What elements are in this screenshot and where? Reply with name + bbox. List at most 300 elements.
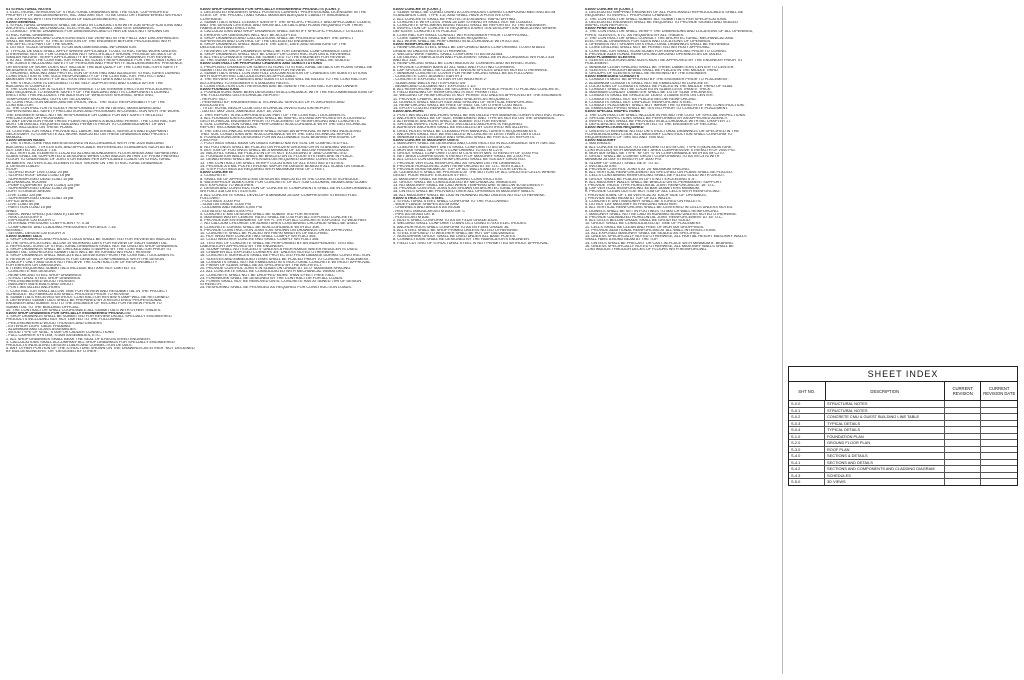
note-text: 3. ALTERNATE ANCHORS SHALL BE SUBMITTED FOR REVIEW. <box>393 120 507 123</box>
sheet-index-header <box>789 382 1017 401</box>
section-heading-text: 01000 EMBEDDED CONDUITS <box>585 75 640 79</box>
note-text: SUBMITTAL TO THE BUILDING OFFICIAL. <box>6 305 80 309</box>
note-text: 13. TESTING OF CONCRETE SHALL BE PERFORMED BY AN INDEPENDENT TESTING <box>200 241 354 245</box>
note-text: ELECTRICAL DRAWINGS FOR SIZES AND LOCATIONS OF OPENINGS. <box>585 40 712 43</box>
note-text: 1. SHOP DRAWINGS SHALL BE SUBMITTED FOR REVIEW ON ALL SPECIALLY ENGINEERED <box>6 315 172 319</box>
note-text: - WOOD TYPE OF SEAL, STAIR OR LADDER CONNECTIONS <box>6 331 114 335</box>
note-text: 13. NO MASONRY SHALL BE LAID WHEN TEMPERATURE IS BELOW 40 DEGREES F. <box>393 184 545 187</box>
sheet-description: SECTIONS AND COMPONENTS AND CLADDING DIAGRAM <box>825 466 945 472</box>
note-text: PROPERTY OF BUILDENGINEERS, INC. AND ARE NOT TO BE USED OR TRANSFERRED WITHOUT <box>6 14 183 18</box>
note-text: 3. CALCULATIONS SHALL ACCOMPANY ALL SHOP DRAWINGS FOR SPECIALLY ENGINEERED <box>6 340 175 344</box>
sheet-number: S-0.0 <box>789 401 825 407</box>
note-text: 18. CONDUITS SHALL NOT BE EMBEDDED IN STRUCTURAL CONCRETE WITHOUT APPROVAL. <box>200 260 372 264</box>
note-text: 6. PROVIDE AIR ENTRAINMENT OF 5% +/- 1% FOR ALL CONCRETE EXPOSED TO WEATHER. <box>200 219 368 223</box>
note-text: 12. COLD WEATHER CONCRETING SHALL COMPLY WITH ACI 306. <box>200 238 320 242</box>
note-text: 5. MAXIMUM WATER CEMENT RATIO SHALL BE 0.45 FOR ALL EXPOSED CONCRETE. <box>200 216 354 219</box>
note-text: 11. FOUNDATION WALLS SHALL BE BRACED UNTIL FLOOR SYSTEMS ARE IN PLACE. <box>200 155 354 159</box>
note-text: d. GROUT SHALL BE PLACED IN LIFTS NOT EXCEEDING 5'-4". <box>585 177 697 181</box>
note-text: - EXPOSURE CATEGORY C <box>6 219 56 223</box>
sheet-divider <box>782 6 783 674</box>
sheet-number: S-0.4 <box>789 427 825 433</box>
note-text: 4. CONDUIT SHALL NOT BE LOCATED IN SLABS LESS THAN 5" THICK. <box>585 88 712 91</box>
note-text: b. ALL VERTICAL REINFORCEMENT AS SPECIFIED ON PLANS SHALL BE PLACED. <box>585 171 733 175</box>
note-line <box>200 286 392 289</box>
sheet-description: SCHEDULES <box>825 473 945 479</box>
note-text: THE JOBSITE INCLUDING SAFETY OF PERSONS AND PROPERTY. BUILDENGINEERS' PRESENCE <box>6 62 183 66</box>
note-text: 1. SLEEVE LOCATIONS AND SIZES MUST BE APPROVED BY THE ENGINEER PRIOR TO <box>585 59 743 63</box>
header-description: DESCRIPTION <box>826 382 945 400</box>
note-text: 7. FOOTINGS SHALL BEAR ON UNDISTURBED NATIVE SOIL OR COMPACTED FILL. <box>200 142 350 146</box>
note-text: 1. REINFORCING STEEL SHALL BE DEFORMED BARS CONFORMING TO ASTM A615 <box>393 46 545 50</box>
note-text: FOLLOWS: <box>200 196 220 200</box>
sheet-description: TYPICAL DETAILS <box>825 427 945 433</box>
note-text: b. WATERPROOF ADMIXTURE FOR CONCRETE OF BOTTOM COLUMNS, BEAMS AND SLABS <box>200 180 367 184</box>
sheet-description: ROOF PLAN <box>825 447 945 453</box>
note-text: 9. DEFERRED SUBMITTALS SHALL BE PREPARED BY A REGISTERED PROFESSIONAL <box>6 299 162 303</box>
note-text: 10. GROUT SHALL BE CONSOLIDATED AT TIME OF PLACEMENT. <box>585 222 702 226</box>
note-text: REQUIRED TO INSPECT PROPOSED CHANGES. <box>585 14 673 18</box>
note-text: 6. FOUNDATIONS ARE DESIGNED FOR AN ALLOWABLE SOIL BEARING PRESSURE OF <box>200 136 356 139</box>
note-text: - PLATES ASTM A36 <box>393 216 429 219</box>
note-text: 4. CONCRETE SPECIMENS BEING FAILED SHALL BE REPORTED TO THE ENGINEER. <box>393 24 547 27</box>
note-text: 14. PROVIDE A 6 MIL POLYETHYLENE VAPOR RETARDER BENEATH ALL SLABS ON GRADE. <box>200 164 366 168</box>
note-text: 10. WELDING OF REINFORCING IS NOT PERMITTED UNLESS APPROVED BY THE ENGINEER. <box>393 94 563 98</box>
note-text: 3. CONCRETE WITH LESS THAN 28 DAY STRENGTH SHALL NOT BE LOADED. <box>393 20 533 24</box>
note-text: GRADE 60 UNLESS NOTED OTHERWISE. <box>393 49 468 53</box>
note-text: 7. NO CALCIUM CHLORIDE OR ADMIXTURES CONTAINING CHLORIDE SHALL BE USED. <box>200 222 359 226</box>
note-text: 2. ALL SHOP DRAWINGS SHALL BEAR THE SEAL OF A REGISTERED ENGINEER. <box>6 337 151 341</box>
note-text: 16. CONCRETE SURFACES SHALL BE PROTECTED FROM DAMAGE DURING CONSTRUCTION. <box>200 254 372 258</box>
note-text: 2. THE CONTRACTOR SHALL CONSULT THE ARCHITECTURAL, MECHANICAL AND <box>585 36 734 40</box>
sheet-number: S-4.3 <box>789 473 825 479</box>
note-text: - REPORT NO.: <box>200 97 227 101</box>
sheet-revision-date <box>981 434 1017 440</box>
note-text: 9. ALL FIELD CHANGES SHALL BE SUBMITTED TO THE ENGINEER FOR REVIEW. <box>200 56 346 59</box>
note-text: 8. ALL REINFORCING SHALL BE SECURELY TIED IN PLACE PRIOR TO PLACING CONCRETE. <box>393 88 560 91</box>
sheet-revision <box>945 427 981 433</box>
note-text: MANUAL. <box>6 136 23 139</box>
note-text: - SUPERIMPOSED DEAD LOAD 20 psf <box>6 187 74 191</box>
note-text: 8. CONDUITS SHALL NOT DISPLACE REINFORCING STEEL. <box>585 100 693 104</box>
note-text: - CONCRETE MIX DESIGNS <box>6 270 56 274</box>
note-text: - INTERNAL PRESSURE COEFFICIENT +/- 0.18 <box>6 222 90 226</box>
sheet-description: SECTIONS & DETAILS <box>825 453 945 459</box>
note-text: ERECTION. THIS INCLUDES THE ADDITION OF WHATEVER SHORING, SHEETING, <box>6 94 155 98</box>
note-text: 14. SLUMP SHALL NOT EXCEED 4" UNLESS A HIGH RANGE WATER REDUCER IS USED. <box>200 248 359 251</box>
note-text: 7. PROVIDE VERTICAL REINFORCING AS SHOWN ON THE DRAWINGS. <box>393 161 522 165</box>
note-text: STATE OF THE PROJECT AND SHALL MAINTAIN ADEQUATE LIABILITY INSURANCE <box>200 14 350 18</box>
note-text: 2. DESIGN AND CONSTRUCTION OF CONCRETE COMPONENTS SHALL BE IN CONFORMANCE <box>200 187 372 191</box>
note-text: 9. ALL CELLS BELOW GRADE SHALL BE GROUTED SOLID. <box>585 219 691 223</box>
note-text: MAINTAIN THE INTEGRITY OF ALL EXISTING STRUCTURES AND UTILITIES. <box>6 78 142 82</box>
note-text: FABRICATION AND ERECTION. <box>200 27 256 31</box>
note-text: ACCORDING TO ENGINEER'S STANDARD RATES. <box>200 81 290 85</box>
note-text: GROUT POUR HEIGHT EXCEEDS 5 FEET. <box>393 174 468 178</box>
note-text: b. MORTAR SHALL BE TYPE "M" OR "S" IN CONFORMANCE WITH ASTM C270. <box>585 152 725 155</box>
note-text: 7. SHORING, BRACING AND PROTECTION OF EXISTING AND ADJACENT STRUCTURES DURING <box>6 72 180 75</box>
note-text: 7. CONTRACTOR SHALL ALLOW TIME FOR REVIEW AND RESUBMITTAL IN THE PROJECT <box>6 289 168 293</box>
note-text: 6. SHOP DRAWINGS SHALL INDICATE THE DATE, DATE AND SIGNATURE OF THE <box>200 43 347 47</box>
note-text: 13. ALL EXPOSED MASONRY SHALL BE SEALED AS SPECIFIED. <box>585 232 701 235</box>
note-text: 1. THE CONTRACTOR SHALL INCLUDE IN HIS BID THE COST OF SPECIAL INSPECTIONS. <box>585 113 747 117</box>
note-text: 5. CONTRACTOR SHALL SCAN SLABS FOR REINFORCING PRIOR TO CORING. <box>585 49 728 53</box>
note-text: 9. BOTTOM OF FOOTINGS SHALL BE A MINIMUM OF 18" BELOW FINISHED GRADE. <box>200 148 351 152</box>
note-text: 12. DOWELS SHALL MATCH SIZE AND SPACING OF VERTICAL REINFORCING. <box>393 100 534 104</box>
note-text: - POST-INSTALLED ANCHORS <box>6 286 60 290</box>
note-text: 6. CONTRACTOR SHALL CONSULT WITH ENGINEER PRIOR TO APPROVAL. <box>393 33 529 37</box>
note-text: 3. ALL CONCRETE SHALL DEVELOP A MINIMUM 28 DAY COMPRESSIVE STRENGTH AS <box>200 193 357 197</box>
note-text: - DATED: MAY 2024, AMENDED JULY 18, 2024 <box>200 110 282 114</box>
sheet-revision <box>945 408 981 414</box>
note-text: 5. INSPECTION OF CONCRETE REQUIRES A WRITTEN DESCRIPTION INDICATING WHERE <box>393 27 557 31</box>
sheet-number: S-3.0 <box>789 447 825 453</box>
note-text: PRECAUTIONS OR PROGRAMS. <box>6 116 65 120</box>
sheet-index-table <box>788 366 1018 486</box>
note-text: 14. UNLESS SPECIFICALLY NOTED OTHERWISE, ALL PARTIAL HEIGHT MASONRY WALLS <box>585 235 747 239</box>
sheet-revision <box>945 440 981 446</box>
note-text: 12. ANY DEVIATION FROM THESE PLANS REQUIRES A BUILDING PERMIT. THE CONTRACTOR <box>6 120 176 123</box>
note-text: 1. DELEGATED ENGINEER SHALL POSSESS CURRENT PROFESSIONAL LICENSURE IN THE <box>200 11 367 15</box>
note-text: - SUPERIMPOSED DEAD LOAD 15 psf <box>6 196 74 200</box>
note-text: 20. PROVIDE CONTROL JOINTS IN SLABS ON GRADE AT 15'-0" MAXIMUM SPACING. <box>200 267 352 271</box>
note-text: SUPERVISING ALL SAFETY PRECAUTIONS AND PROGRAMS IN CONNECTION WITH THE WORK. <box>6 110 181 114</box>
note-text: 3. DESIGN LOADS: <box>6 164 40 168</box>
note-text: 4. ANY OTHER PORTION OF THE STRUCTURE SHOWN ON THE DRAWINGS AS EITHER "NOT DESIGNED <box>6 347 195 351</box>
note-text: 1. THE STRUCTURE HAS BEEN DESIGNED IN ACCORDANCE WITH THE 2020 BUILDING <box>6 142 164 146</box>
note-text: 14. PROVIDE CONTROL JOINTS AS SHOWN ON ARCHITECTURAL DRAWINGS. <box>393 187 535 191</box>
sheet-number: S-4.2 <box>789 466 825 472</box>
note-text: SHALL HAVE A BOND BEAM AT THE TOP. <box>585 238 659 242</box>
note-text: 6. CONDUITS SHALL BE SPACED AT LEAST 3 DIAMETERS ON CENTER. <box>585 94 714 98</box>
note-text: 12. DEWATERING SHALL BE PROVIDED AS REQUIRED DURING CONSTRUCTION. <box>200 158 348 162</box>
note-text: - MASONRY MATERIALS AND GROUT <box>6 283 74 287</box>
note-text: - SLOPED ROOF LIVE LOAD 20 psf <box>6 171 68 175</box>
note-text: 1. SLABS SHALL BE CURED USING A CONTINUOUS CURING COMPOUND MEETING ASTM <box>393 11 556 15</box>
note-text: - PARTITION LOAD 15 psf <box>6 206 52 210</box>
note-text: SUBMITTED IN WRITING TO THE ENGINEER FOR REVIEW. <box>200 68 306 72</box>
note-text: 2. WELDED WIRE FABRIC SHALL CONFORM TO ASTM A1064. <box>393 52 504 56</box>
note-text: 6. STEEL EXPOSED TO WEATHER SHALL BE HOT DIP GALVANIZED. <box>393 232 516 235</box>
note-text: NECESSARY TO COMPLETE ALL WORK INDICATED ON THESE DRAWINGS AND PROJECT <box>6 132 169 136</box>
note-text: 11. HOT WEATHER CONCRETING SHALL COMPLY WITH ACI 305. <box>200 235 317 239</box>
note-text: d. SLUMP OF GROUT SHALL BE 8" TO 11". <box>585 161 661 165</box>
note-text: g. LAP VERTICAL REINFORCING 48 BAR DIAMETERS MINIMUM. <box>585 187 700 191</box>
note-text: CONSTRUCTION IS THE SOLE RESPONSIBILITY OF THE CONTRACTOR. PROTECT AND <box>6 75 165 79</box>
note-text: MECHANICAL ROOMS: <box>6 180 48 184</box>
note-text: - TITLE: ROYAL BEACH CLUB GEOTECHNICAL INVESTIGATION REPORT <box>200 107 331 111</box>
note-text: 12. PROVIDE ADDITIONAL REINFORCING AT ALL WALL INTERSECTIONS. <box>585 228 717 232</box>
note-text: SLABS SHALL BE SUPPORTED & DESIGNED WHEN CONTINUOUS WITHIN 1.5" FROM FINISHED <box>6 155 179 159</box>
section-heading-text: 01000 PLUMBING SLEEVES <box>585 56 636 59</box>
note-text: 3. CONCRETE UNIT MASONRY SHALL BE STORED ON PALLETS. <box>585 200 702 203</box>
note-text: 15. LINTELS SHALL BE PROVIDED OVER ALL OPENINGS IN MASONRY WALLS. <box>393 190 535 194</box>
sheet-revision <box>945 466 981 472</box>
note-text: AND SEQUENCE TO ENSURE SAFETY OF THE BUILDING AND ITS COMPONENTS DURING <box>6 91 170 95</box>
note-text: WITH SUPPORTING CALCULATIONS AS APPLICABLE. <box>200 75 297 79</box>
note-text: MINIMUM 28 DAY STRENGTH OF 3000 PSI. <box>585 158 662 162</box>
note-text: j. PROVIDE BOND BEAM AT TOP OF ALL WALLS. <box>585 196 672 200</box>
note-text: 3. INSPECTIONS SHALL BE PROVIDED IN ACCORDANCE WITH IBC CHAPTER 17. <box>585 120 732 123</box>
note-text: 10. CLEANOUTS SHALL BE PROVIDED AT THE BOTTOM OF ALL GROUTED CELLS WHERE <box>393 171 556 175</box>
note-text: CONTROLLED) WITH MINIMUM NET AREA COMPRESSIVE STRENGTH OF 2000 PSI. <box>585 148 736 152</box>
sheet-revision <box>945 421 981 427</box>
note-text: 4. DO NOT SCALE DRAWINGS TO OBTAIN DIMENSIONAL INFORMATION. <box>6 46 137 50</box>
note-text: 2. SUBMITTALS SHALL CLEARLY IDENTIFY THE SPECIFIC PROJECT AND APPLICABLE CODES, <box>200 20 372 24</box>
note-text: THAT SOIL CONDITIONS ARE IN ACCORDANCE WITH THE GEOTECHNICAL REPORT. <box>200 132 354 136</box>
note-text: 6. AT ALL TIMES THE CONTRACTOR SHALL BE SOLELY RESPONSIBLE FOR THE CONDITIONS OF <box>6 59 183 63</box>
note-text: 2. CONSULT THESE DRAWINGS FOR DIMENSIONS AND OTHER DETAILS NOT SHOWN ON <box>6 30 169 34</box>
note-text: 2. INSTALLATION: <box>585 164 617 168</box>
section-heading-text: 01000 CONCRETE (CONT.) <box>393 8 441 11</box>
note-text: LIGHT STORAGE AREAS: <box>6 190 52 194</box>
note-text: 8. SUBMITTALS RECEIVED WITHOUT CONTRACTOR REVIEW STAMP WILL BE RETURNED. <box>6 296 170 299</box>
note-text: a. PROVIDE CONTROL JOINTS AT 25' MAXIMUM SPACING. <box>585 168 691 171</box>
note-text: 2. SPECIAL INSPECTIONS SHALL BE PERFORMED BY AN APPROVED AGENCY. <box>585 116 728 120</box>
note-text: NOT EXPOSED TO WEATHER. <box>200 184 255 187</box>
note-text: - REINFORCING STEEL SHOP DRAWINGS <box>6 273 82 277</box>
note-text: - BEAMS AND COLUMNS NOT EXPOSED 1 1/2" <box>393 84 477 88</box>
note-text: 5. ALL STEEL SHALL BE SHOP PRIMED UNLESS NOTED OTHERWISE. <box>393 228 519 232</box>
note-text: 15. LINTELS SHALL BE PRECAST OR CAST-IN-PLACE WITH MINIMUM 8" BEARING. <box>585 241 734 245</box>
note-text: FLORIDA BUILDING CODE, ALL MASONRY CONSTRUCTION SHALL CONFORM TO <box>585 132 733 136</box>
note-text: 11. CELLS SHALL BE CLEAN AND FREE OF MORTAR DROPPINGS. <box>585 225 705 229</box>
sheet-revision <box>945 453 981 459</box>
note-text: - PUMP EQUIPMENT (LIVE LOAD) 125 psf <box>6 184 80 187</box>
note-text: - SUPERIMPOSED DEAD LOAD 10 psf <box>6 177 74 181</box>
note-text: 9. PROVIDE CONSTRUCTION JOINTS AS SHOWN ON DRAWINGS OR AS APPROVED. <box>200 228 354 232</box>
note-text: PRODUCTS INDICATING DESIGN LOADS AND CONNECTION DETAILS. <box>6 344 133 347</box>
sheet-number: S-0.2 <box>789 414 825 420</box>
note-text: 1. DELEGATED SHIPPING ENGINEER OF ALL PURCHASED REPRODUCIBLES SHALL BE <box>585 11 744 15</box>
table-row <box>789 479 1017 485</box>
sheet-description: STRUCTURAL NOTES <box>825 401 945 407</box>
sheet-number: S-1.0 <box>789 434 825 440</box>
note-text: REPORT RECOMMENDATIONS. <box>200 126 257 130</box>
note-text: 4. GROUT SHALL CONFORM TO ASTM C476 WITH MIN. STRENGTH OF 3,000 PSI. <box>393 152 540 155</box>
sheet-revision-date <box>981 401 1017 407</box>
note-text: 2. ALUMINUM CONDUITS SHALL NOT BE EMBEDDED IN CONCRETE. <box>585 81 710 85</box>
section-heading-text: 01000 CONTRACTOR PROPOSED CHANGES AND SUBSTITUTIONS <box>200 62 322 66</box>
note-text: 1. STRUCTURAL DRAWINGS SHALL BE USED IN CONJUNCTION WITH JOB SPECIFICATIONS AND <box>6 24 183 27</box>
note-text: - SLAB ON GRADE 3,000 PSI <box>200 203 252 207</box>
note-text: 8. THE STRUCTURE IS DESIGNED TO BE SELF-SUPPORTING AND STABLE AFTER THE <box>6 81 163 85</box>
section-heading-text: 01000 DESIGN BASIS <box>6 139 45 143</box>
note-text: 10. THE CONTRACTOR SHALL COORDINATE ALL SUBMITTALS WITH OTHER TRADES. <box>6 308 162 312</box>
note-text: - LIVE LOAD 125 psf <box>6 193 42 197</box>
note-text: AND ACI 318. <box>393 59 417 63</box>
note-text: THE FOLLOWING GEOTECHNICAL REPORT: <box>200 94 280 98</box>
note-text: 16. UNLESS SPECIFICALLY NOTED OTHERWISE, ALL MASONRY WALLS SHALL BE <box>585 244 734 248</box>
note-text: - COMPONENT AND CLADDING PRESSURES PER ASCE 7-16 <box>6 225 116 229</box>
note-text: 2. CONCRETE MASONRY UNITS SHALL CONFORM TO ASTM C90. <box>393 145 512 149</box>
note-text: 2. ALL VERTICAL ELEMENTS LOCATED ALONG BOUNDARIES FLOOR AREAS AND SEPARATING <box>6 152 179 155</box>
note-text: SUBMITTAL. UNCHECKED SUBMITTALS WILL BE RETURNED WITHOUT REVIEW. <box>6 251 152 255</box>
sheet-description: STRUCTURAL NOTES <box>825 408 945 414</box>
note-line <box>6 350 198 353</box>
note-text: MEMBERS. NO VERTICAL ELEMENTS NOT SHOWN ON THE STRUCTURAL DRAWINGS. <box>6 161 164 165</box>
note-text: - BASIC WIND SPEED (ULTIMATE) 160 MPH <box>6 212 84 216</box>
sheet-revision-date <box>981 408 1017 414</box>
note-text: e. ALL MASONRY WALLS SHALL BE BRACED UNTIL PERMANENT SUPPORT. <box>585 180 723 184</box>
note-text: 5. TYPICAL DETAILS SHALL APPLY WHERE APPLICABLE TO ALL STRUCTURAL WORK UNLESS <box>6 49 177 53</box>
note-text: WORK INCLUDED ON THESE PLANS. <box>6 126 74 130</box>
section-heading-text: 01000 MASONRY <box>585 139 616 143</box>
sheet-number: S-0.3 <box>789 421 825 427</box>
section-heading-text: 01 STRUCTURAL NOTES <box>6 8 52 11</box>
sheet-revision <box>945 414 981 420</box>
note-text: - FULL CARRIER SYSTEM, STAIR ASSEMBLIES, ETC. <box>6 334 101 338</box>
note-text: c. GROUT SHALL BE COARSE GROUT CONFORMING TO ASTM C476 WITH <box>585 155 720 159</box>
sheet-description: SECTIONS AND DETAILS <box>825 460 945 466</box>
note-text: 3. OPENINGS NOT SHOWN ON STRUCTURAL DRAWINGS SHALL BE REVIEWED. <box>585 43 731 47</box>
note-text: - ALUMINUM AND GLASS ASSEMBLIES <box>6 328 76 331</box>
sheet-revision-date <box>981 447 1017 453</box>
note-line <box>393 242 583 245</box>
sheet-revision <box>945 473 981 479</box>
note-text: 2. ANCHORS SHALL BE OF SIZE, EMBEDMENT AND TYPE AS NOTED ON THE DRAWINGS. <box>393 116 556 120</box>
note-text: 1. SHOP DRAWINGS AND PRODUCT DATA SHALL BE SUBMITTED FOR REVIEW AS INDICATED <box>6 238 177 242</box>
note-text: 4. CONSTRUCTION COST REVISIONS ARE BETWEEN THE CONTRACTOR AND OWNER. <box>200 84 359 88</box>
note-text: WITH ACI 318 LATEST EDITION. <box>200 190 257 194</box>
section-heading-text: 01000 SHOP DRAWINGS FOR SPECIALLY ENGINEERED PRODUCTS: <box>6 312 132 315</box>
note-text: THE AFFECTED PART OF THE WORK. <box>6 43 75 47</box>
sheet-revision-date <box>981 466 1017 472</box>
section-heading-text: 01000 FOUNDATIONS <box>200 88 240 91</box>
note-text: 8. CONNECTIONS SHALL BE DESIGNED BY THE FABRICATOR'S ENGINEER. <box>393 238 531 242</box>
note-text: - SEISMIC DESIGN CATEGORY A <box>6 232 65 235</box>
note-text: a. SHALL BE OF APPROVED MIX DESIGN AS INDICATED IN THE CONCRETE SCHEDULE. <box>200 177 360 181</box>
note-text: 3. ALL FOUNDATION EXCAVATIONS SHALL BE INSPECTED AND APPROVED BY A LICENSED <box>200 116 366 120</box>
note-text: BUILDING IS COMPLETE. <box>6 84 52 88</box>
section-heading-text: 01000 GENERAL <box>6 20 37 24</box>
note-text: f. PROVIDE TRUSS TYPE HORIZONTAL JOINT REINFORCING AT 16" O.C. <box>585 184 716 187</box>
note-text: 1. THE CONTRACTOR SHALL VERIFY THE DIMENSIONS AND LOCATIONS OF ALL OPENINGS, <box>585 30 754 34</box>
note-text: - COLUMNS AND BEAMS 5,000 PSI <box>200 206 263 210</box>
note-text: SCHEDULE. NO FABRICATION SHALL PROCEED PRIOR TO REVIEW. <box>6 292 130 296</box>
note-text: SIMILAR NATURE. VERIFY APPLICABILITY BY SUBMITTING SHOP DRAWINGS FOR REVIEW. <box>6 56 172 59</box>
note-text: 17. SLEEVES AND EMBEDDED ITEMS SHALL BE PLACED PRIOR TO CONCRETE PLACEMENT. <box>200 257 370 261</box>
note-text: STANDARDS C309, TYPE 1-D, AND SHALL HAVE A POSITIVE DYE. <box>393 14 512 18</box>
sheet-number: S-0.1 <box>789 408 825 414</box>
section-heading-text: 01000 PENETRATIONS <box>585 27 627 31</box>
note-text: 1. CONDUITS MUST BE APPROVED BY THE ENGINEER PRIOR TO PLACEMENT. <box>585 78 729 82</box>
sheet-index-rows <box>789 401 1017 485</box>
note-text: - HSS RECTANGULAR ASTM A500 GR. C <box>393 209 466 213</box>
note-text: INSPECTION REPORTS. <box>585 24 629 27</box>
note-text: i. PROVIDE A MIN. OF 1 #5 VERTICAL AT EACH SIDE OF OPENINGS. <box>585 193 707 197</box>
note-text: 2. REPRODUCTIONS OF STRUCTURAL DRAWINGS SHALL NOT BE USED AS SHOP DRAWINGS. <box>6 244 179 248</box>
note-text: OFFICE AREAS: <box>6 200 35 203</box>
note-text: 4. DEFICIENCIES SHALL BE REPORTED TO THE ENGINEER OF RECORD. <box>585 123 718 127</box>
note-text: 2. ALL CONCRETE SHALL BE PROTECTED AGAINST RAPID DRYING. <box>393 17 517 21</box>
note-text: NOT LIMITED TO ASCE 7-16. <box>6 148 58 152</box>
note-text: ENGINEER AND SUBMITTED TO THE ENGINEER OF RECORD FOR REVIEW PRIOR TO <box>6 302 162 306</box>
note-text: 11. MASONRY SHALL BE BRACED DURING CONSTRUCTION. <box>393 177 503 181</box>
note-text: 2. THE CONTRACTOR SHALL SUBMIT ALL SUBMITTALS PER SPECIFICATIONS. <box>585 17 728 21</box>
note-text: 1. CONCRETE: <box>200 174 227 178</box>
note-text: 3. ALL DIMENSIONS AND CONDITIONS MUST BE VERIFIED IN THE FIELD. ANY DISCREPANCIES <box>6 36 179 40</box>
note-text: 25. RESHORING SHALL BE PROVIDED AS REQUIRED FOR CONSTRUCTION LOADS. <box>200 286 352 290</box>
note-text: - STRUCTURAL STEEL SHOP DRAWINGS <box>6 276 81 280</box>
note-text: 5. MAXIMUM CONDUIT DIAMETER SHALL BE 1/3 OF SLAB THICKNESS. <box>585 91 713 95</box>
note-text: THE ENGINEER SHALL NOT BE RESPONSIBLE OR LIABLE FOR ANY SAFETY RELATED <box>6 113 163 117</box>
sheet-number: S-4.1 <box>789 460 825 466</box>
note-text: 11. THE CONTRACTOR IS SOLELY RESPONSIBLE FOR INITIATING, MAINTAINING AND <box>6 107 161 111</box>
sheet-revision-date <box>981 421 1017 427</box>
note-text: SUPERVISION AND CONTROL OF THE DELEGATED ENGINEER. <box>200 40 315 43</box>
note-text: 9. FIELD BENDING OF REINFORCING IS NOT PERMITTED. <box>393 91 498 95</box>
sheet-revision <box>945 434 981 440</box>
note-text: 16. ALL MASONRY SHALL BE LAID IN RUNNING BOND UNLESS NOTED OTHERWISE. <box>393 193 546 197</box>
note-text: 13. CONTRACTOR SHALL PROVIDE ALL LABOR, MATERIALS, SERVICES AND EQUIPMENT <box>6 129 169 133</box>
note-text: 7. REVIEWS OF SHOP DRAWINGS SHALL BE FOR GENERAL CONFORMANCE ONLY. <box>200 49 352 53</box>
note-text: 6. DRILL HOLES SHALL BE CLEANED PER MANUFACTURER'S REQUIREMENTS. <box>393 129 538 133</box>
sheet-description: TYPICAL DETAILS <box>825 421 945 427</box>
note-text: 5. NET AREA COMPRESSIVE STRENGTH OF MASONRY SHALL BE 2,000 PSI. <box>393 155 531 159</box>
note-text: 1. MATERIALS: <box>585 142 612 146</box>
sheet-number: S-5.0 <box>789 479 825 485</box>
note-text: - CONCRETE EXPOSED TO EARTH OR WEATHER 2" <box>393 78 488 82</box>
note-text: STRUCTURAL DRAWINGS. <box>6 33 55 37</box>
note-text: 4. ERRORS OR OMISSIONS WILL NOT BE ACCEPTED. <box>200 33 298 37</box>
note-text: 10. BACKFILL SHALL BE PLACED IN LIFTS NOT EXCEEDING 8" AND COMPACTED. <box>200 152 348 155</box>
note-text: 1. MASONRY SHALL BE DESIGNED AND CONSTRUCTED IN ACCORDANCE WITH TMS 402. <box>393 142 557 146</box>
section-heading-text: 01000 REINFORCING STEEL <box>393 43 445 47</box>
note-text: 15. CHAMFER ALL EXPOSED CORNERS 3/4" UNLESS NOTED OTHERWISE. <box>200 251 336 255</box>
note-text: 8. CONCRETE CURING SHALL BE IN ACCORDANCE WITH ACI 308. <box>200 225 320 229</box>
note-text: ASSOCIATES <box>200 104 224 107</box>
note-text: 22. CONCRETE SHALL NOT BE DROPPED MORE THAN 5 FEET FREE FALL. <box>200 273 336 277</box>
note-text: BY BUILDENGINEERS" OR "DESIGNED BY OTHER". <box>6 350 99 354</box>
note-text: - SLABS AND WALLS NOT EXPOSED 3/4" <box>393 81 467 85</box>
notes-column-3 <box>393 8 583 672</box>
sheet-revision-date <box>981 460 1017 466</box>
note-text: 5. ALL VERTICAL REINFORCING SHALL BE CENTERED IN CELLS UNLESS NOTED. <box>585 206 734 210</box>
note-text: 6. PROVIDE ADDITIONAL REINFORCING AROUND OPENINGS AS DETAILED. <box>585 52 723 56</box>
section-heading-text: 01000 STRUCTURAL STEEL <box>393 196 444 200</box>
note-text: 7. ANCHORS SHALL NOT BE INSTALLED IN CONCRETE LESS THAN 21 DAYS OLD. <box>393 132 542 136</box>
note-text: 7. MASONRY SHALL NOT BE LAID IN RUNNING BOND UNLESS NOTED OTHERWISE. <box>585 212 738 216</box>
sheet-revision <box>945 447 981 453</box>
note-text: 5. THE GEOTECHNICAL ENGINEER SHALL ISSUE AN APPROVAL IN WRITING INDICATING <box>200 129 361 133</box>
header-current-revision: CURRENT REVISION <box>945 382 982 400</box>
note-text: 2,500 PSF. <box>200 139 219 143</box>
sheet-description: CONCRETE CMU & GUEST BUILDING LINE TABLE <box>825 414 945 420</box>
note-text: c. CELLS CONTAINING REINFORCING SHALL BE FILLED SOLID WITH GROUT. <box>585 174 725 178</box>
note-line <box>585 248 777 251</box>
note-text: 2. BOLTS SHALL CONFORM TO ASTM F3125 GRADE A325. <box>393 219 498 223</box>
sheet-revision-date <box>981 440 1017 446</box>
section-heading-text: 01000 CONCRETE (CONT.) <box>585 8 633 11</box>
note-text: REQUIREMENTS OF TMS 402 AND TMS 602. <box>585 136 665 139</box>
note-text: CONTRACTOR. <box>6 104 34 107</box>
note-text: WIND: <box>6 209 18 213</box>
note-text: 14. EPOXY COATED REINFORCING SHALL BE PROVIDED WHERE NOTED. <box>393 107 528 111</box>
note-text: 1. POST-INSTALLED ANCHORS SHALL BE INSTALLED PER MANUFACTURER'S INSTRUCTIONS. <box>393 113 565 117</box>
note-text: 4. CONCRETE MIX DESIGNS SHALL BE SUBMITTED FOR REVIEW. <box>200 212 320 216</box>
note-text: 3. MORTAR SHALL BE TYPE S CONFORMING TO ASTM C270. <box>393 148 504 152</box>
note-text: 6. DOWELS SHALL BE SET IN FOOTINGS TO MATCH WALL REINFORCING. <box>585 209 720 213</box>
note-text: OTHERWISE NOTED. FOR CONDITIONS NOT SPECIFICALLY SHOWN, PROVIDE DETAILS OF A <box>6 52 176 56</box>
notes-column-2 <box>200 8 392 672</box>
note-text: 5. ADHESIVE ANCHORS SHALL BE INSTALLED BY CERTIFIED INSTALLERS. <box>393 126 529 130</box>
note-text: 3. DELEGATED ENGINEER SHALL BE REQUIRED TO PROVIDE SIGNED AND SEALED <box>585 20 738 24</box>
sheet-revision-date <box>981 473 1017 479</box>
section-heading-text: 01000 INSPECTIONS REQUIRED <box>585 126 644 130</box>
section-heading-text: 01000 SPECIAL INSPECTIONS <box>585 110 640 114</box>
note-text: AND THE DESIGN CRITERIA, AND SHOW ALL DETAILS AND PLANS REQUIRED FOR THEIR <box>200 24 363 27</box>
note-text: 9. PROVIDE BOND BEAMS AT TOP OF ALL WALLS AND AT FLOOR LEVELS. <box>393 168 528 171</box>
